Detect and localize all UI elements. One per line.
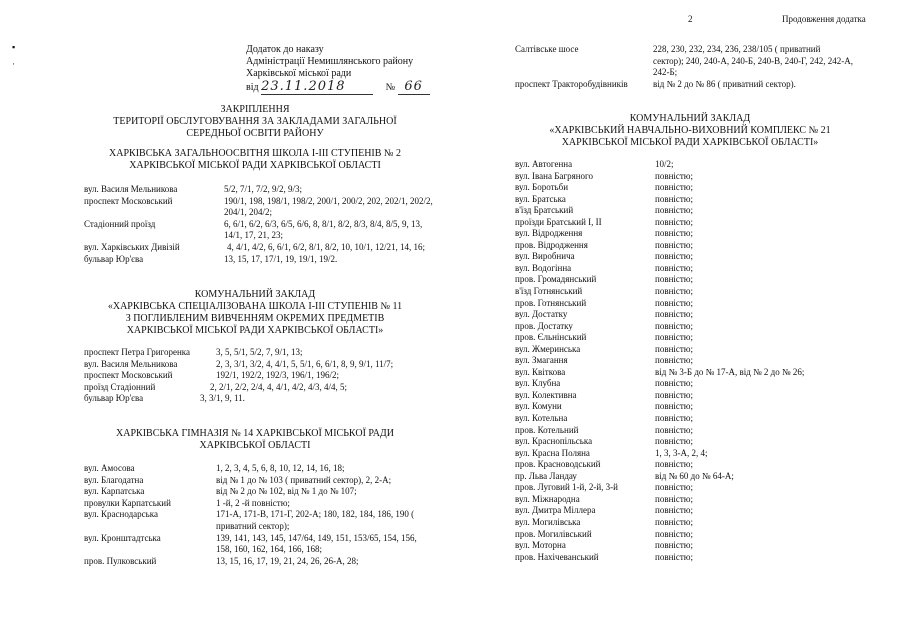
title-line: ХАРКІВСЬКОЇ МІСЬКОЇ РАДИ ХАРКІВСЬКОЇ ОБЛАСТІ» bbox=[561, 137, 819, 148]
title-line: ХАРКІВСЬКОЇ ОБЛАСТІ bbox=[199, 440, 311, 451]
title-line: КОМУНАЛЬНИЙ ЗАКЛАД bbox=[629, 113, 751, 124]
page-number: 2 bbox=[688, 14, 693, 24]
appendix-block bbox=[246, 44, 430, 95]
list-item: вул. Амосова 1, 2, 3, 4, 5, 6, 8, 10, 12, 14, 16, 18; bbox=[84, 463, 345, 473]
gymnasium-14-title bbox=[70, 428, 440, 452]
list-item: проспект Петра Григоренка 3, 5, 5/1, 5/2, 7, 9/1, 13; bbox=[84, 347, 303, 357]
school-2-list bbox=[84, 184, 442, 265]
list-item: вул. Братська повністю; bbox=[515, 193, 694, 204]
school-11-title bbox=[70, 289, 440, 337]
scan-mark: ▪ bbox=[12, 42, 16, 52]
list-item: вул. Моторна повністю; bbox=[515, 540, 694, 551]
list-item: бульвар Юр'єва 3, 3/1, 9, 11. bbox=[84, 393, 245, 404]
list-item: вул. Івана Багряного повністю; bbox=[515, 170, 694, 181]
title-line: ХАРКІВСЬКА ЗАГАЛЬНООСВІТНЯ ШКОЛА І-ІІІ СТУПЕНІВ № 2 bbox=[109, 148, 401, 159]
list-item: вул. Харківських Дивізій 4, 4/1, 4/2, 6, 6/1, 6/2, 8/1, 8/2, 10, 10/1, 12/21, 14, 16; bbox=[84, 241, 426, 252]
list-item: Салтівське шосе 228, 230, 232, 234, 236, 238/105 ( приватний сектор); 240, 240-А, 240-Б, 240-В, 240-Г, 242, 242-А, 242-Б; bbox=[515, 44, 854, 78]
list-item: вул. Жмеринська повністю; bbox=[515, 343, 694, 354]
title-line: ТЕРИТОРІЇ ОБСЛУГОВУВАННЯ ЗА ЗАКЛАДАМИ ЗАГАЛЬНОЇ bbox=[113, 116, 397, 127]
list-item: пров. Громадянський повністю; bbox=[515, 274, 694, 285]
title-line: КОМУНАЛЬНИЙ ЗАКЛАД bbox=[194, 289, 316, 300]
list-item: провулки Карпатський 1 -й, 2 -й повністю; bbox=[84, 497, 290, 508]
handwritten-date: 23.11.2018 bbox=[261, 79, 346, 94]
list-item: вул. Колективна повністю; bbox=[515, 389, 694, 400]
list-item: вул. Міжнародна повністю; bbox=[515, 493, 694, 504]
list-item: вул. Клубна повністю; bbox=[515, 378, 694, 389]
list-item: Стадіонний проїзд 6, 6/1, 6/2, 6/3, 6/5, 6/6, 8, 8/1, 8/2, 8/3, 8/4, 8/5, 9, 13, 14/1, 17, 21, 23; bbox=[84, 218, 423, 241]
appendix-line: Адміністрації Немишлянського району bbox=[246, 56, 414, 67]
list-item: пров. Пулковський 13, 15, 16, 17, 19, 21, 24, 26, 26-А, 28; bbox=[84, 555, 359, 566]
list-item: в'їзд Братський повністю; bbox=[515, 205, 694, 216]
appendix-line: Додаток до наказу bbox=[246, 44, 324, 55]
title-line: СЕРЕДНЬОЇ ОСВІТИ РАЙОНУ bbox=[186, 128, 324, 139]
list-item: пров. Нахічеванський повністю; bbox=[515, 551, 694, 562]
title-line: «ХАРКІВСЬКА СПЕЦІАЛІЗОВАНА ШКОЛА І-ІІІ СТУПЕНІВ № 11 bbox=[107, 301, 403, 312]
scan-mark: · bbox=[12, 59, 15, 69]
number-prefix: № bbox=[385, 82, 396, 93]
complex-21-title bbox=[505, 113, 875, 149]
list-item: вул. Василя Мельникова 2, 3, 3/1, 3/2, 4, 4/1, 5, 5/1, 6, 6/1, 8, 9, 9/1, 11/7; bbox=[84, 358, 394, 369]
list-item: пров. Котельний повністю; bbox=[515, 424, 694, 435]
title-line: ЗАКРІПЛЕННЯ bbox=[220, 104, 290, 115]
date-prefix: від bbox=[246, 82, 259, 93]
handwritten-number: 66 bbox=[404, 79, 423, 94]
list-item: вул. Автогенна 10/2; bbox=[515, 159, 674, 169]
title-line: ХАРКІВСЬКА ГІМНАЗІЯ № 14 ХАРКІВСЬКОЇ МІСЬКОЇ РАДИ bbox=[116, 428, 394, 439]
list-item: пров. Достатку повністю; bbox=[515, 320, 694, 331]
list-item: вул. Могилівська повністю; bbox=[515, 516, 694, 527]
list-item: вул. Водогінна повністю; bbox=[515, 262, 694, 273]
list-item: пр. Льва Ландау від № 60 до № 64-А; bbox=[515, 470, 734, 481]
list-item: пров. Відродження повністю; bbox=[515, 239, 694, 250]
title-line: ХАРКІВСЬКОЇ МІСЬКОЇ РАДИ ХАРКІВСЬКОЇ ОБЛАСТІ» bbox=[126, 325, 384, 336]
list-item: вул. Комуни повністю; bbox=[515, 401, 694, 412]
right-top-list bbox=[515, 44, 853, 90]
list-item: вул. Виробнича повністю; bbox=[515, 251, 694, 262]
list-item: пров. Красноводський повністю; bbox=[515, 459, 694, 470]
school-11-list bbox=[84, 347, 438, 405]
list-item: вул. Котельна повністю; bbox=[515, 413, 694, 424]
list-item: проспект Московський 190/1, 198, 198/1, 198/2, 200/1, 200/2, 202, 202/1, 202/2, 204/1, 204/2; bbox=[84, 195, 433, 218]
list-item: проїзд Стадіонний 2, 2/1, 2/2, 2/4, 4, 4/1, 4/2, 4/3, 4/4, 5; bbox=[84, 381, 348, 392]
list-item: вул. Кронштадтська 139, 141, 143, 145, 147/64, 149, 151, 153/65, 154, 156, 158, 160, 162, 164, 166, 168; bbox=[84, 532, 417, 555]
title-line: ХАРКІВСЬКОЇ МІСЬКОЇ РАДИ ХАРКІВСЬКОЇ ОБЛАСТІ bbox=[129, 160, 381, 171]
appendix-date-line bbox=[246, 80, 430, 95]
continuation-label: Продовження додатка bbox=[782, 14, 866, 24]
title-line: «ХАРКІВСЬКИЙ НАВЧАЛЬНО-ВИХОВНИЙ КОМПЛЕКС № 21 bbox=[549, 125, 831, 136]
complex-21-list bbox=[515, 159, 804, 563]
school-2-title bbox=[70, 148, 440, 172]
list-item: проспект Московський 192/1, 192/2, 192/3, 196/1, 196/2; bbox=[84, 370, 340, 381]
list-item: пров. Єльнінський повністю; bbox=[515, 332, 694, 343]
list-item: проїзди Братський І, ІІ повністю; bbox=[515, 216, 694, 227]
list-item: вул. Красна Поляна 1, 3, 3-А, 2, 4; bbox=[515, 447, 708, 458]
list-item: пров. Могилівський повністю; bbox=[515, 528, 694, 539]
appendix-line: Харківської міської ради bbox=[246, 68, 352, 79]
list-item: вул. Відродження повністю; bbox=[515, 228, 694, 239]
list-item: вул. Василя Мельникова 5/2, 7/1, 7/2, 9/2, 9/3; bbox=[84, 184, 303, 194]
list-item: пров. Луговий 1-й, 2-й, 3-й повністю; bbox=[515, 482, 694, 493]
list-item: вул. Боротьби повністю; bbox=[515, 182, 694, 193]
list-item: в'їзд Готнянський повністю; bbox=[515, 286, 694, 297]
list-item: вул. Краснодарська 171-А, 171-В, 171-Г, 202-А; 180, 182, 184, 186, 190 ( приватний сектор); bbox=[84, 509, 415, 531]
list-item: вул. Достатку повністю; bbox=[515, 309, 694, 320]
main-title bbox=[70, 104, 440, 140]
list-item: вул. Змагання повністю; bbox=[515, 355, 694, 366]
list-item: вул. Карпатська від № 2 до № 102, від № 1 до № 107; bbox=[84, 486, 357, 497]
list-item: проспект Тракторобудівників від № 2 до № 86 ( приватний сектор). bbox=[515, 78, 796, 89]
list-item: вул. Благодатна від № 1 до № 103 ( приватний сектор), 2, 2-А; bbox=[84, 474, 392, 485]
title-line: З ПОГЛИБЛЕНИМ ВИВЧЕННЯМ ОКРЕМИХ ПРЕДМЕТІВ bbox=[125, 313, 385, 324]
list-item: вул. Квіткова від № 3-Б до № 17-А, від № 2 до № 26; bbox=[515, 366, 805, 377]
gymnasium-14-list bbox=[84, 463, 438, 567]
list-item: бульвар Юр'єва 13, 15, 17, 17/1, 19, 19/1, 19/2. bbox=[84, 253, 338, 264]
list-item: пров. Готнянський повністю; bbox=[515, 297, 694, 308]
list-item: вул. Краснопільська повністю; bbox=[515, 436, 694, 447]
list-item: вул. Дмитра Міллера повністю; bbox=[515, 505, 694, 516]
